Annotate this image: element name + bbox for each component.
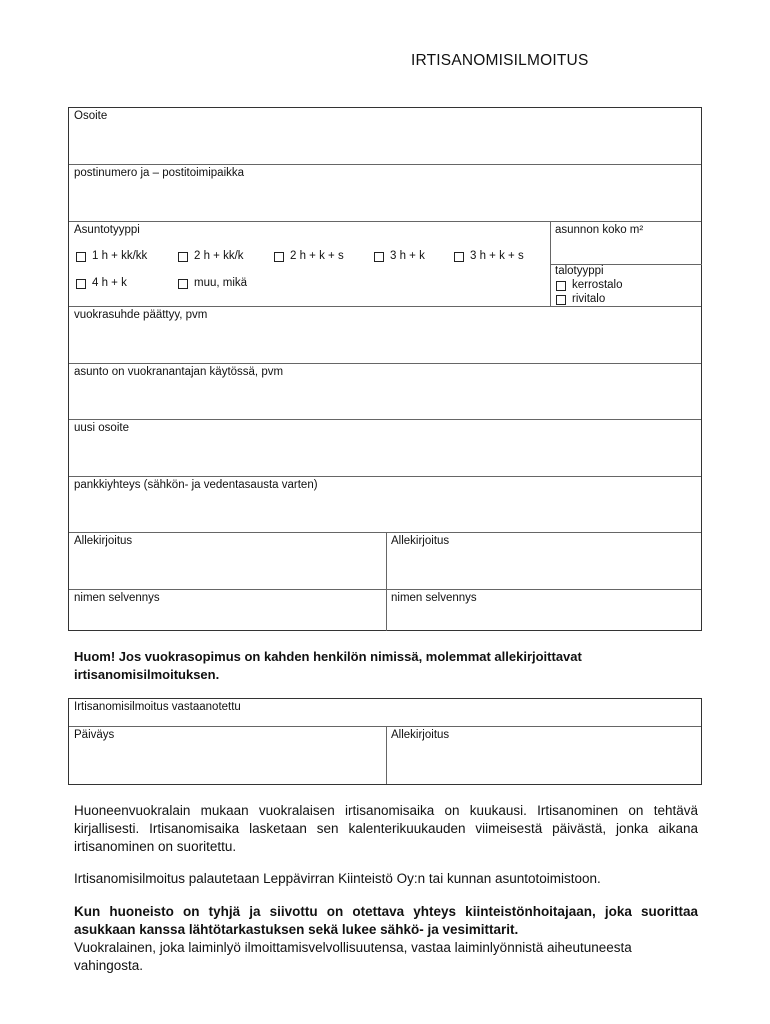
column-divider — [386, 727, 387, 784]
signature-note: Huom! Jos vuokrasopimus on kahden henkilön nimissä, molemmat allekirjoittavat irtisanomisilmoituksen. — [74, 649, 582, 682]
received-row — [69, 699, 701, 727]
bank-row[interactable] — [69, 477, 701, 533]
column-divider — [386, 590, 387, 631]
building-type-label: talotyyppi — [555, 265, 604, 277]
name-clarification-label-2: nimen selvennys — [391, 592, 477, 604]
postal-label: postinumero ja – postitoimipaikka — [74, 167, 245, 179]
receipt-form — [68, 698, 702, 785]
column-divider — [386, 533, 387, 590]
notice-period-paragraph: Huoneenvuokralain mukaan vuokralaisen irtisanomisaika on kuukausi. Irtisanominen on tehtävä kirjallisesti. Irtisanomisaika lasketaan sen kalenterikuukauden viimeisestä päivästä, jonka aikana irtisanominen on suoritettu. — [74, 803, 698, 854]
date-label: Päiväys — [74, 729, 115, 741]
checkbox-4h-k[interactable] — [76, 279, 86, 289]
available-label: asunto on vuokranantajan käytössä, pvm — [74, 366, 284, 378]
lease-end-label: vuokrasuhde päättyy, pvm — [74, 309, 208, 321]
available-row[interactable] — [69, 364, 701, 420]
checkbox-1h-kk[interactable] — [76, 252, 86, 262]
apartment-type-label: Asuntotyyppi — [74, 224, 140, 236]
signature-label-1: Allekirjoitus — [74, 535, 133, 547]
option-label: 1 h + kk/kk — [92, 250, 148, 262]
postal-row[interactable] — [69, 165, 701, 222]
option-label: 3 h + k + s — [470, 250, 524, 262]
return-instructions-paragraph: Irtisanomisilmoitus palautetaan Leppävirran Kiinteistö Oy:n tai kunnan asuntotoimistoon. — [74, 871, 601, 886]
move-out-inspection-paragraph: Kun huoneisto on tyhjä ja siivottu on otettava yhteys kiinteistönhoitajaan, joka suorittaa asukkaan kanssa lähtötarkastuksen sekä lukee sähkö- ja vesimittarit. — [74, 904, 698, 937]
receipt-signature-row — [69, 727, 701, 784]
checkbox-kerrostalo[interactable] — [556, 281, 566, 291]
checkbox-rivitalo[interactable] — [556, 295, 566, 305]
receipt-signature-label: Allekirjoitus — [391, 729, 450, 741]
liability-paragraph: Vuokralainen, joka laiminlyö ilmoittamisvelvollisuutensa, vastaa laiminlyönnistä aiheutuneesta vahingosta. — [74, 940, 632, 973]
size-label: asunnon koko m² — [555, 224, 644, 236]
new-address-row[interactable] — [69, 420, 701, 477]
signature-row — [69, 533, 701, 590]
option-label: 3 h + k — [390, 250, 425, 262]
checkbox-2h-kk[interactable] — [178, 252, 188, 262]
new-address-label: uusi osoite — [74, 422, 129, 434]
option-label: rivitalo — [572, 293, 606, 305]
document-title: IRTISANOMISILMOITUS — [411, 52, 589, 69]
option-label: kerrostalo — [572, 279, 623, 291]
signature-label-2: Allekirjoitus — [391, 535, 450, 547]
option-label: muu, mikä — [194, 277, 248, 289]
option-label: 2 h + kk/k — [194, 250, 244, 262]
received-label: Irtisanomisilmoitus vastaanotettu — [74, 701, 241, 713]
address-label: Osoite — [74, 110, 108, 122]
bank-label: pankkiyhteys (sähkön- ja vedentasausta varten) — [74, 479, 318, 491]
address-row[interactable] — [69, 108, 701, 165]
name-clarification-label-1: nimen selvennys — [74, 592, 160, 604]
checkbox-2h-k-s[interactable] — [274, 252, 284, 262]
apartment-type-row — [69, 222, 701, 307]
checkbox-3h-k-s[interactable] — [454, 252, 464, 262]
termination-form — [68, 107, 702, 631]
name-clarification-row — [69, 590, 701, 631]
checkbox-3h-k[interactable] — [374, 252, 384, 262]
option-label: 2 h + k + s — [290, 250, 344, 262]
option-label: 4 h + k — [92, 277, 127, 289]
lease-end-row[interactable] — [69, 307, 701, 364]
checkbox-other[interactable] — [178, 279, 188, 289]
